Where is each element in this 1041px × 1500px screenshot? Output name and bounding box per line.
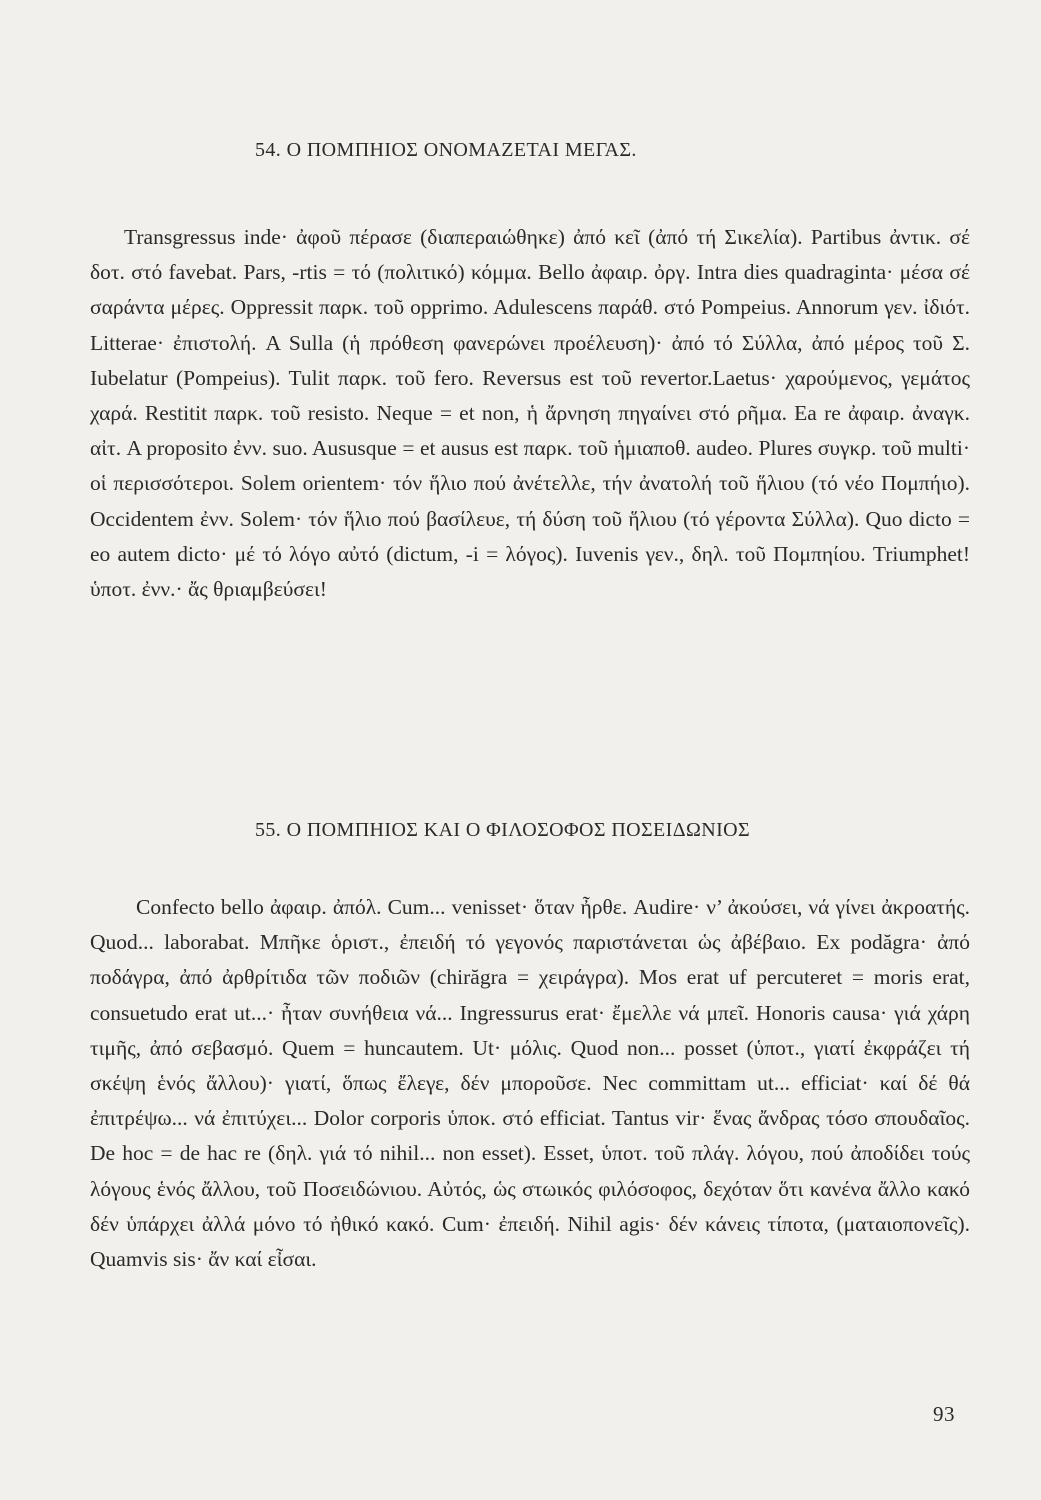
section-heading: 54. Ο ΠΟΜΠΗΙΟΣ ΟΝΟΜΑΖΕΤΑΙ ΜΕΓΑΣ. (255, 139, 637, 161)
commentary-paragraph: Transgressus inde· ἀφοῦ πέρασε (διαπεραιώθηκε) ἀπό κεῖ (ἀπό τή Σικελία). Partibus ἀντικ. σέ δοτ. στό favebat. Pars, -rtis = τό (πολιτικό) κόμμα. Bello ἀφαιρ. ὀργ. Intra dies quadraginta· μέσα σέ σαράντα μέρες. Oppressit παρκ. τοῦ opprimo. Adulescens παράθ. στό Pompeius. Annorum γεν. ἰδιότ. Litterae· ἐπιστολή. A Sulla (ἡ πρόθεση φανερώνει προέλευση)· ἀπό τό Σύλλα, ἀπό μέρος τοῦ Σ. Iubelatur (Pompeius). Tulit παρκ. τοῦ fero. Reversus est τοῦ revertor.Laetus· χαρούμενος, γεμάτος χαρά. Restitit παρκ. τοῦ resisto. Neque = et non, ἡ ἄρνηση πηγαίνει στό ρῆμα. Ea re ἀφαιρ. ἀναγκ. αἰτ. A proposito ἐνν. suo. Aususque = et ausus est παρκ. τοῦ ἡμιαποθ. audeo. Plures συγκρ. τοῦ multi· οἱ περισσότεροι. Solem orientem· τόν ἥλιο πού ἀνέτελλε, τήν ἀνατολή τοῦ ἥλιου (τό νέο Πομπήιο). Occidentem ἐνν. Solem· τόν ἥλιο πού βασίλευε, τή δύση τοῦ ἥλιου (τό γέροντα Σύλλα). Quo dicto = eo autem dicto· μέ τό λόγο αὐτό (dictum, -i = λόγος). Iuvenis γεν., δηλ. τοῦ Πομπηίου. Triumphet! ὑποτ. ἐνν.· ἄς θριαμβεύσει! (90, 225, 970, 602)
section-55 (90, 816, 970, 1277)
page-number: 93 (933, 1402, 955, 1426)
commentary-paragraph: Confecto bello ἀφαιρ. ἀπόλ. Cum... venisset· ὅταν ἦρθε. Audire· ν’ ἀκούσει, νά γίνει ἀκροατής. Quod... laborabat. Μπῆκε ὁριστ., ἐπειδή τό γεγονός παριστάνεται ὡς ἀβέβαιο. Ex podăgra· ἀπό ποδάγρα, ἀπό ἀρθρίτιδα τῶν ποδιῶν (chirăgra = χειράγρα). Mos erat uf percuteret = moris erat, consuetudo erat ut...· ἦταν συνήθεια νά... Ingressurus erat· ἔμελλε νά μπεῖ. Honoris causa· γιά χάρη τιμῆς, ἀπό σεβασμό. Quem = huncautem. Ut· μόλις. Quod non... posset (ὑποτ., γιατί ἐκφράζει τή σκέψη ἑνός ἄλλου)· γιατί, ὅπως ἔλεγε, δέν μποροῦσε. Nec committam ut... efficiat· καί δέ θά ἐπιτρέψω... νά ἐπιτύχει... Dolor corporis ὑποκ. στό efficiat. Tantus vir· ἕνας ἄνδρας τόσο σπουδαῖος. De hoc = de hac re (δηλ. γιά τό nihil... non esset). Esset, ὑποτ. τοῦ πλάγ. λόγου, πού ἀποδίδει τούς λόγους ἑνός ἄλλου, τοῦ Ποσειδώνιου. Αὐτός, ὡς στωικός φιλόσοφος, δεχόταν ὅτι κανένα ἄλλο κακό δέν ὑπάρχει ἀλλά μόνο τό ἠθικό κακό. Cum· ἐπειδή. Nihil agis· δέν κάνεις τίποτα, (ματαιοπονεῖς). Quamvis sis· ἄν καί εἶσαι. (90, 895, 970, 1272)
section-54 (90, 136, 970, 607)
section-heading: 55. Ο ΠΟΜΠΗΙΟΣ ΚΑΙ Ο ΦΙΛΟΣΟΦΟΣ ΠΟΣΕΙΔΩΝΙΟΣ (255, 819, 751, 841)
